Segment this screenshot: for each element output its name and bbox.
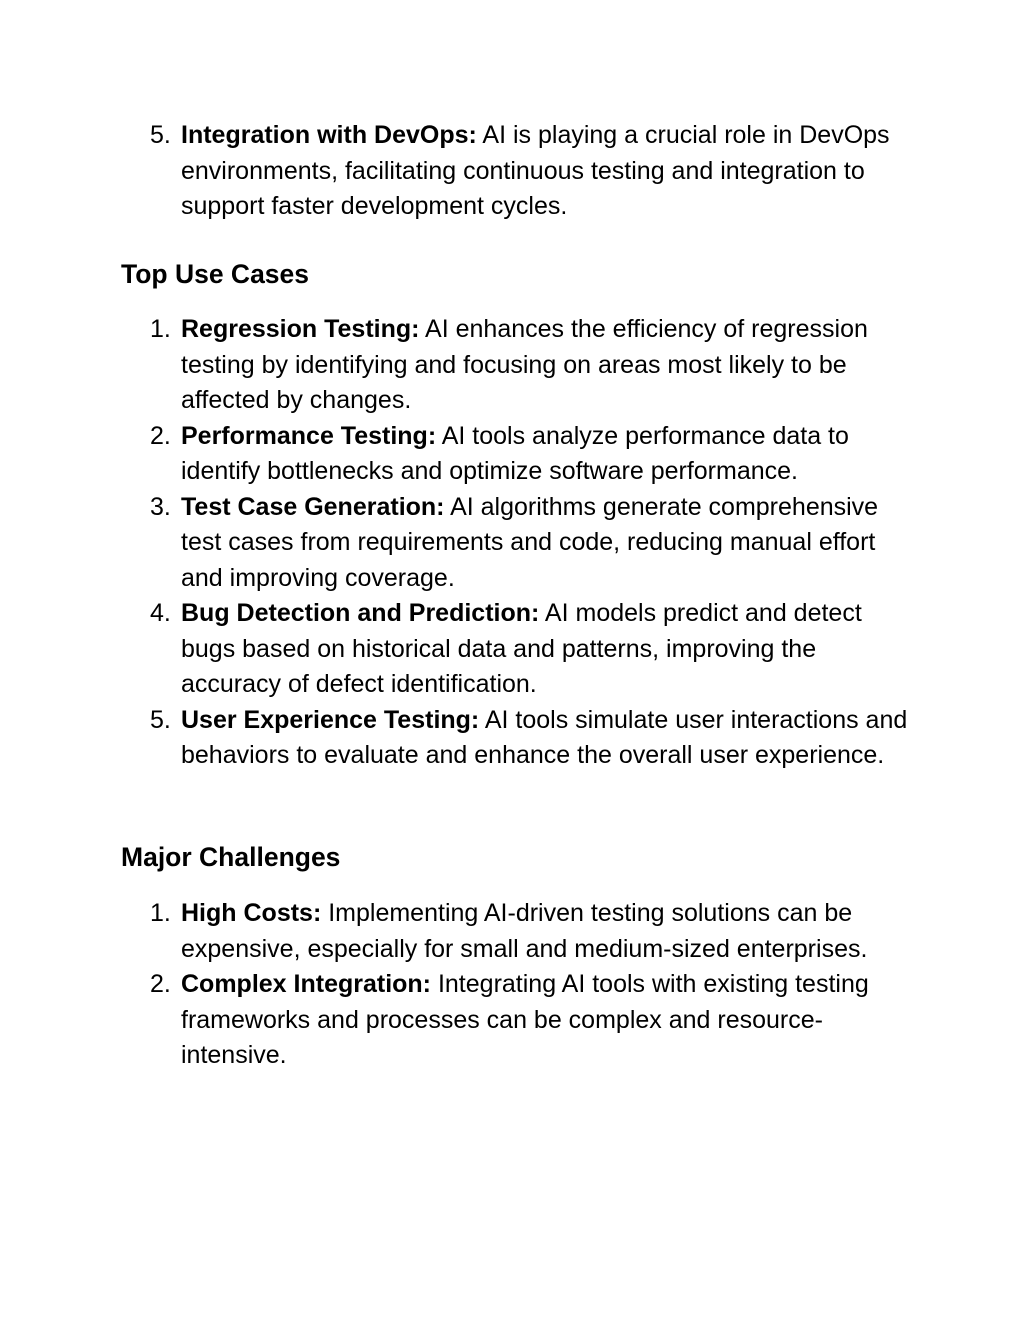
list-item [0, 596, 1024, 703]
list-number: 5. [150, 121, 171, 149]
list-item-content [181, 490, 911, 597]
list-item-text: Implementing AI-driven testing solutions can be expensive, especially for small and medium-sized enterprises. [181, 899, 868, 963]
list-item-text: AI tools analyze performance data to identify bottlenecks and optimize software performance. [181, 421, 849, 485]
list-item-term: Test Case Generation: [181, 492, 445, 521]
list-item-content [181, 419, 911, 490]
list-item-text: AI algorithms generate comprehensive test cases from requirements and code, reducing manual effort and improving coverage. [181, 492, 879, 592]
list-item-content [181, 703, 911, 774]
list-item-term: Integration with DevOps: [181, 121, 477, 149]
section-heading-use-cases: Top Use Cases [121, 259, 310, 289]
list-item [0, 490, 1024, 597]
list-number: 2. [150, 970, 171, 998]
list-item [0, 703, 1024, 774]
list-item-text: AI is playing a crucial role in DevOps environments, facilitating continuous testing and integration to support faster development cycles. [181, 121, 890, 220]
list-number: 1. [150, 899, 171, 927]
use-cases-list [0, 312, 1024, 774]
list-number: 3. [150, 492, 171, 521]
list-item-content [181, 967, 911, 1074]
list-item-content [181, 896, 911, 967]
list-number: 5. [150, 705, 171, 734]
list-item-term: High Costs: [181, 899, 322, 927]
list-item-content [181, 596, 911, 703]
list-item [0, 967, 1024, 1074]
list-item-text: AI tools simulate user interactions and behaviors to evaluate and enhance the overall user experience. [181, 705, 908, 769]
intro-list [0, 118, 1024, 225]
list-item-term: User Experience Testing: [181, 705, 480, 734]
list-item-content [181, 312, 911, 419]
list-item-term: Bug Detection and Prediction: [181, 599, 540, 627]
list-item [0, 419, 1024, 490]
list-item [0, 312, 1024, 419]
list-item-text: AI models predict and detect bugs based on historical data and patterns, improving the accuracy of defect identification. [181, 599, 862, 698]
list-number: 2. [150, 421, 171, 450]
list-item [0, 118, 1024, 225]
list-item-text: Integrating AI tools with existing testing frameworks and processes can be complex and resource-intensive. [181, 970, 869, 1069]
list-number: 1. [150, 315, 171, 343]
list-number: 4. [150, 599, 171, 627]
list-item-content [181, 118, 911, 225]
list-item-term: Complex Integration: [181, 970, 432, 998]
section-heading-challenges: Major Challenges [121, 842, 341, 872]
challenges-list [0, 896, 1024, 1074]
list-item [0, 896, 1024, 967]
list-item-term: Performance Testing: [181, 421, 437, 450]
list-item-text: AI enhances the efficiency of regression testing by identifying and focusing on areas most likely to be affected by changes. [181, 315, 868, 414]
list-item-term: Regression Testing: [181, 315, 420, 343]
